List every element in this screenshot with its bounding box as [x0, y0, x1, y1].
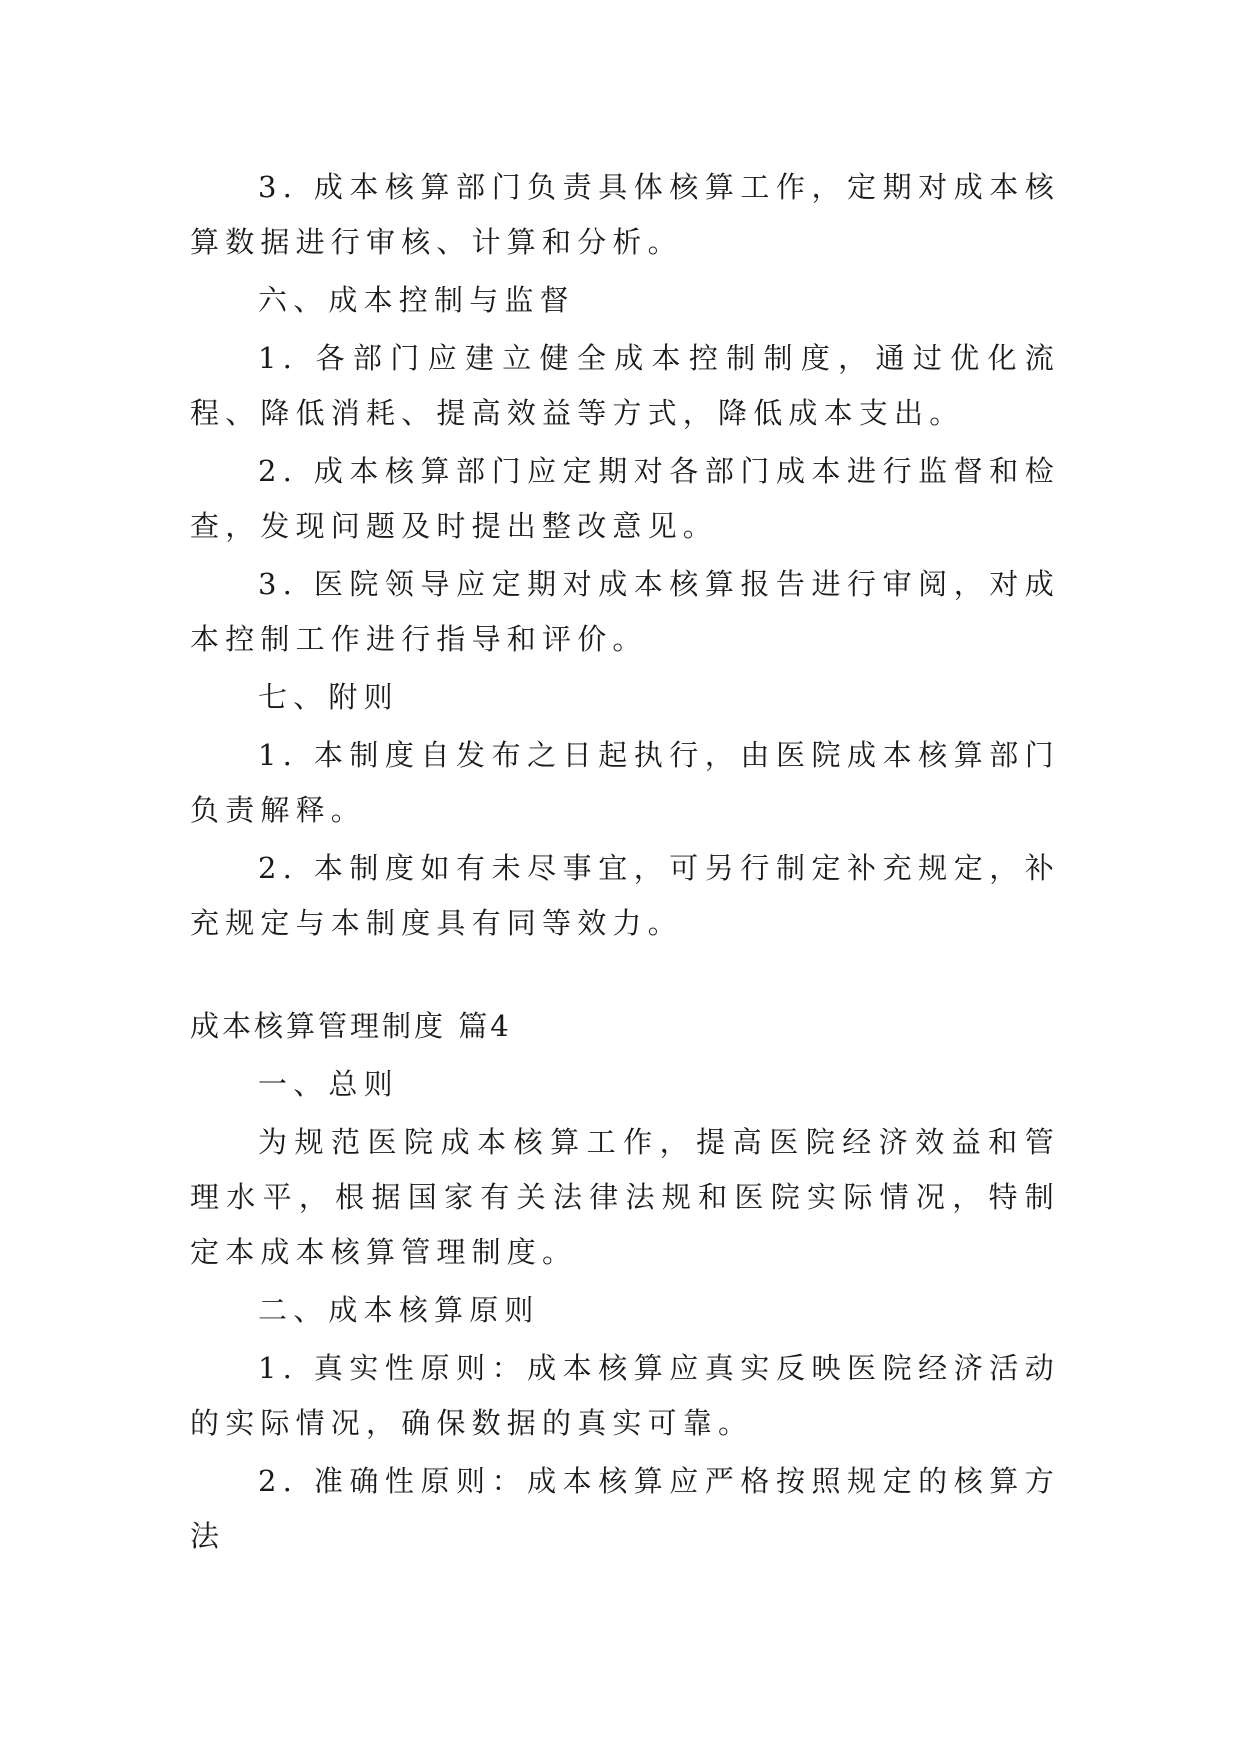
heading-principles: 二、成本核算原则 — [258, 1293, 540, 1327]
paragraph-effective-date: 1. 本制度自发布之日起执行，由医院成本核算部门负责解释。 — [190, 738, 1060, 827]
section-title: 成本核算管理制度 篇4 — [190, 1009, 512, 1043]
paragraph-leadership-review: 3. 医院领导应定期对成本核算报告进行审阅，对成本控制工作进行指导和评价。 — [190, 567, 1060, 656]
paragraph-accuracy: 2. 准确性原则：成本核算应严格按照规定的核算方法 — [190, 1464, 1060, 1553]
paragraph-cost-accounting-dept-duty: 3. 成本核算部门负责具体核算工作，定期对成本核算数据进行审核、计算和分析。 — [190, 170, 1060, 259]
paragraph-control-system: 1. 各部门应建立健全成本控制制度，通过优化流程、降低消耗、提高效益等方式，降低成本支出。 — [190, 341, 1060, 430]
paragraph-purpose: 为规范医院成本核算工作，提高医院经济效益和管理水平，根据国家有关法律法规和医院实际情况，特制定本成本核算管理制度。 — [190, 1125, 1060, 1269]
heading-cost-control: 六、成本控制与监督 — [258, 283, 575, 317]
heading-supplementary: 七、附则 — [258, 680, 399, 714]
paragraph-supplementary-rules: 2. 本制度如有未尽事宜，可另行制定补充规定，补充规定与本制度具有同等效力。 — [190, 851, 1060, 940]
paragraph-supervision: 2. 成本核算部门应定期对各部门成本进行监督和检查，发现问题及时提出整改意见。 — [190, 454, 1060, 543]
document-body — [190, 160, 1060, 1567]
paragraph-authenticity: 1. 真实性原则：成本核算应真实反映医院经济活动的实际情况，确保数据的真实可靠。 — [190, 1351, 1060, 1440]
heading-general: 一、总则 — [258, 1067, 399, 1101]
